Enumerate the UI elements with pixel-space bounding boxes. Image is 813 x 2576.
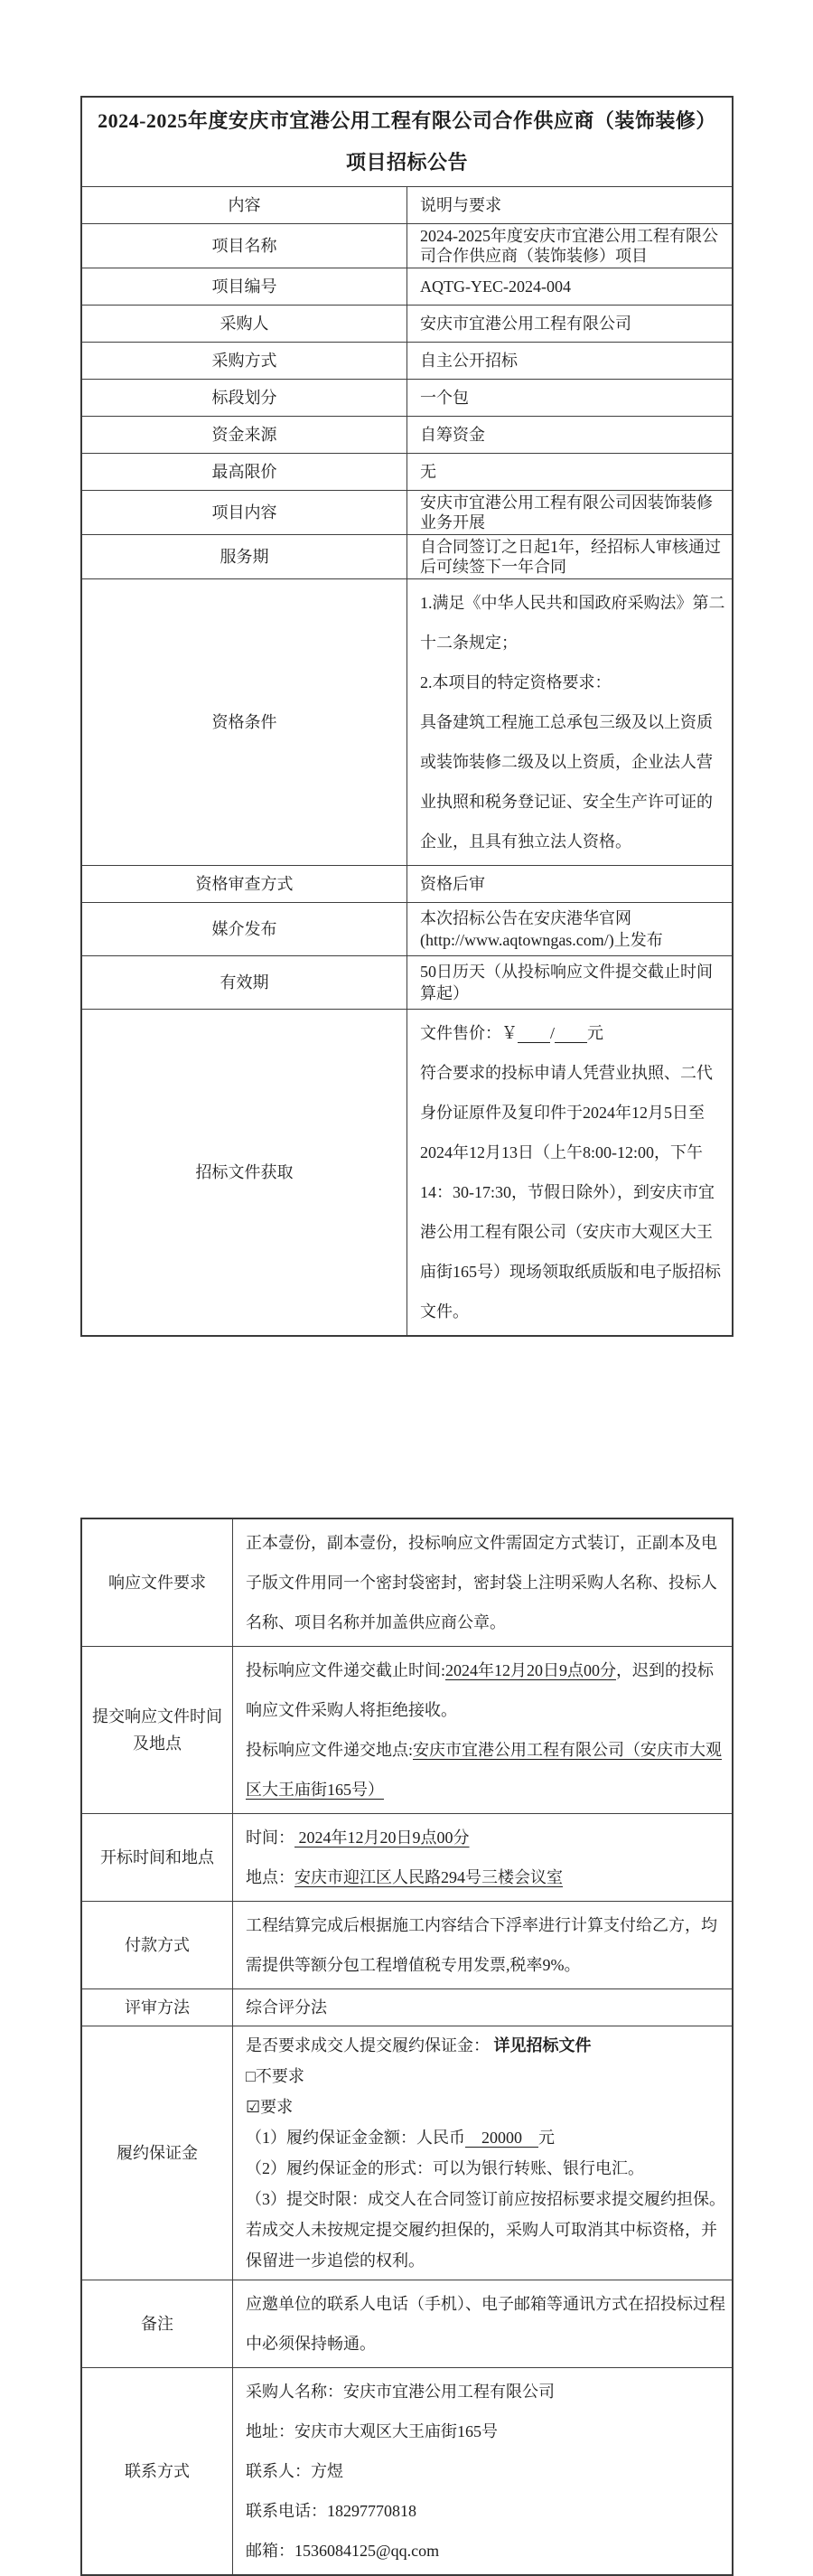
bid-opening-place-line bbox=[246, 1857, 726, 1897]
row-label: 项目编号 bbox=[81, 268, 407, 306]
row-label: 提交响应文件时间及地点 bbox=[81, 1647, 233, 1814]
table-row-remarks bbox=[81, 2280, 733, 2368]
row-label: 媒介发布 bbox=[81, 903, 407, 956]
row-value: 一个包 bbox=[407, 380, 734, 417]
row-label: 响应文件要求 bbox=[81, 1518, 233, 1647]
row-value: 综合评分法 bbox=[233, 1989, 734, 2026]
row-value: 自筹资金 bbox=[407, 417, 734, 454]
table-row-evaluation-method bbox=[81, 1989, 733, 2026]
qualification-clause-1: 1.满足《中华人民共和国政府采购法》第二十二条规定； bbox=[420, 594, 725, 652]
row-value: 本次招标公告在安庆港华官网(http://www.aqtowngas.com/)上发布 bbox=[407, 903, 734, 956]
price-slash: / bbox=[550, 1024, 556, 1042]
table-row-procurement-method bbox=[81, 343, 733, 380]
row-label: 项目内容 bbox=[81, 491, 407, 535]
table-row-lot-division bbox=[81, 380, 733, 417]
price-blank-1 bbox=[518, 1024, 550, 1042]
contact-address: 地址：安庆市大观区大王庙街165号 bbox=[246, 2422, 498, 2440]
row-value: 无 bbox=[407, 454, 734, 491]
row-label: 资格审查方式 bbox=[81, 866, 407, 903]
table-row-validity-period bbox=[81, 956, 733, 1010]
bond-required-checkbox-line: ☑要求 bbox=[246, 2098, 294, 2116]
row-value bbox=[233, 1902, 734, 1989]
row-label: 开标时间和地点 bbox=[81, 1814, 233, 1902]
bond-amount-line bbox=[246, 2122, 726, 2153]
row-label: 最高限价 bbox=[81, 454, 407, 491]
bond-deadline-line: （3）提交时限：成交人在合同签订前应按招标要求提交履约担保。若成交人未按规定提交履约担保的，采购人可取消其中标资格，并保留进一步追偿的权利。 bbox=[246, 2190, 725, 2270]
table-row-document-acquisition bbox=[81, 1010, 733, 1337]
row-label: 招标文件获取 bbox=[81, 1010, 407, 1337]
place-value: 安庆市迎江区人民路294号三楼会议室 bbox=[294, 1868, 563, 1886]
table-row-payment-method bbox=[81, 1902, 733, 1989]
tender-announcement-document bbox=[0, 96, 813, 2560]
place-prefix: 地点： bbox=[246, 1868, 294, 1886]
acquisition-instructions: 符合要求的投标申请人凭营业执照、二代身份证原件及复印件于2024年12月5日至2024年12月13日（上午8:00-12:00，下午14：30-17:30，节假日除外），到安庆市宜港公用工程有限公司（安庆市大观区大王庙街165号）现场领取纸质版和电子版招标文件。 bbox=[420, 1064, 721, 1321]
row-label: 资金来源 bbox=[81, 417, 407, 454]
price-prefix: 文件售价：￥ bbox=[420, 1024, 518, 1042]
row-label: 付款方式 bbox=[81, 1902, 233, 1989]
contact-email: 邮箱：1536084125@qq.com bbox=[246, 2542, 440, 2560]
row-label: 联系方式 bbox=[81, 2368, 233, 2576]
announcement-table-page1 bbox=[80, 96, 734, 1337]
row-value bbox=[233, 2368, 734, 2576]
deadline-prefix: 投标响应文件递交截止时间: bbox=[246, 1661, 445, 1679]
submission-deadline-line bbox=[246, 1650, 726, 1730]
title-row bbox=[81, 97, 733, 187]
table-row-qualification-review bbox=[81, 866, 733, 903]
bond-required-question-line bbox=[246, 2030, 726, 2061]
price-blank-2 bbox=[555, 1024, 587, 1042]
submission-place-line bbox=[246, 1730, 726, 1810]
question-text: 是否要求成交人提交履约保证金： bbox=[246, 2036, 494, 2054]
document-price-line bbox=[420, 1013, 726, 1053]
qualification-clause-3: 具备建筑工程施工总承包三级及以上资质或装饰装修二级及以上资质，企业法人营业执照和税务登记证、安全生产许可证的企业，且具有独立法人资格。 bbox=[420, 713, 713, 851]
table-row-project-name bbox=[81, 224, 733, 268]
amount-value: 20000 bbox=[465, 2129, 538, 2147]
deadline-datetime: 2024年12月20日9点00分 bbox=[445, 1661, 616, 1679]
table-row-submission-time-place bbox=[81, 1647, 733, 1814]
row-label: 项目名称 bbox=[81, 224, 407, 268]
table-row-qualification bbox=[81, 579, 733, 866]
row-label: 标段划分 bbox=[81, 380, 407, 417]
row-value bbox=[233, 1814, 734, 1902]
row-label: 采购人 bbox=[81, 306, 407, 343]
row-label: 评审方法 bbox=[81, 1989, 233, 2026]
response-requirements-text: 正本壹份，副本壹份，投标响应文件需固定方式装订，正副本及电子版文件用同一个密封袋密封，密封袋上注明采购人名称、投标人名称、项目名称并加盖供应商公章。 bbox=[246, 1534, 717, 1631]
payment-method-text: 工程结算完成后根据施工内容结合下浮率进行计算支付给乙方，均需提供等额分包工程增值税专用发票,税率9%。 bbox=[246, 1916, 717, 1974]
deadline-suffix: ，迟到的投标响应文件采购人将拒绝接收。 bbox=[246, 1661, 714, 1719]
row-value bbox=[233, 2026, 734, 2280]
price-suffix: 元 bbox=[587, 1024, 604, 1042]
time-prefix: 时间： bbox=[246, 1829, 294, 1847]
amount-suffix: 元 bbox=[538, 2129, 555, 2147]
table-row-media-publication bbox=[81, 903, 733, 956]
row-label: 服务期 bbox=[81, 535, 407, 579]
row-label: 资格条件 bbox=[81, 579, 407, 866]
row-value: AQTG-YEC-2024-004 bbox=[407, 268, 734, 306]
header-label: 内容 bbox=[81, 187, 407, 224]
table-row-response-document-requirements bbox=[81, 1518, 733, 1647]
row-value: 安庆市宜港公用工程有限公司 bbox=[407, 306, 734, 343]
table-row-project-number bbox=[81, 268, 733, 306]
bond-form-line: （2）履约保证金的形式：可以为银行转账、银行电汇。 bbox=[246, 2159, 644, 2177]
row-label: 采购方式 bbox=[81, 343, 407, 380]
row-value: 资格后审 bbox=[407, 866, 734, 903]
table-row-purchaser bbox=[81, 306, 733, 343]
see-tender-document-bold: 详见招标文件 bbox=[493, 2036, 592, 2054]
table-row-contact-info bbox=[81, 2368, 733, 2576]
row-value: 自合同签订之日起1年，经招标人审核通过后可续签下一年合同 bbox=[407, 535, 734, 579]
table-row-fund-source bbox=[81, 417, 733, 454]
place-address: 安庆市宜港公用工程有限公司（安庆市大观区大王庙街165号） bbox=[246, 1741, 722, 1799]
time-value: 2024年12月20日9点00分 bbox=[294, 1829, 470, 1847]
row-value: 50日历天（从投标响应文件提交截止时间算起） bbox=[407, 956, 734, 1010]
table-row-bid-opening bbox=[81, 1814, 733, 1902]
row-label: 有效期 bbox=[81, 956, 407, 1010]
row-label: 备注 bbox=[81, 2280, 233, 2368]
row-label: 履约保证金 bbox=[81, 2026, 233, 2280]
row-value bbox=[407, 1010, 734, 1337]
table-row-project-content bbox=[81, 491, 733, 535]
table-header-row bbox=[81, 187, 733, 224]
row-value bbox=[233, 2280, 734, 2368]
place-prefix: 投标响应文件递交地点: bbox=[246, 1741, 413, 1759]
table-row-performance-bond bbox=[81, 2026, 733, 2280]
row-value bbox=[233, 1518, 734, 1647]
row-value: 自主公开招标 bbox=[407, 343, 734, 380]
row-value: 安庆市宜港公用工程有限公司因装饰装修业务开展 bbox=[407, 491, 734, 535]
amount-prefix: （1）履约保证金金额：人民币 bbox=[246, 2129, 465, 2147]
header-value: 说明与要求 bbox=[407, 187, 734, 224]
contact-person: 联系人：方煜 bbox=[246, 2462, 343, 2480]
document-title: 2024-2025年度安庆市宜港公用工程有限公司合作供应商（装饰装修）项目招标公告 bbox=[81, 97, 733, 187]
row-value: 2024-2025年度安庆市宜港公用工程有限公司合作供应商（装饰装修）项目 bbox=[407, 224, 734, 268]
table-row-service-period bbox=[81, 535, 733, 579]
row-value bbox=[407, 579, 734, 866]
bond-not-required-checkbox-line: □不要求 bbox=[246, 2067, 304, 2085]
announcement-table-page2 bbox=[80, 1518, 734, 2576]
contact-purchaser-name: 采购人名称：安庆市宜港公用工程有限公司 bbox=[246, 2383, 555, 2401]
bid-opening-time-line bbox=[246, 1818, 726, 1857]
remarks-text: 应邀单位的联系人电话（手机）、电子邮箱等通讯方式在招投标过程中必须保持畅通。 bbox=[246, 2295, 725, 2353]
table-row-price-ceiling bbox=[81, 454, 733, 491]
qualification-clause-2: 2.本项目的特定资格要求： bbox=[420, 673, 612, 691]
contact-phone: 联系电话：18297770818 bbox=[246, 2502, 416, 2520]
row-value bbox=[233, 1647, 734, 1814]
